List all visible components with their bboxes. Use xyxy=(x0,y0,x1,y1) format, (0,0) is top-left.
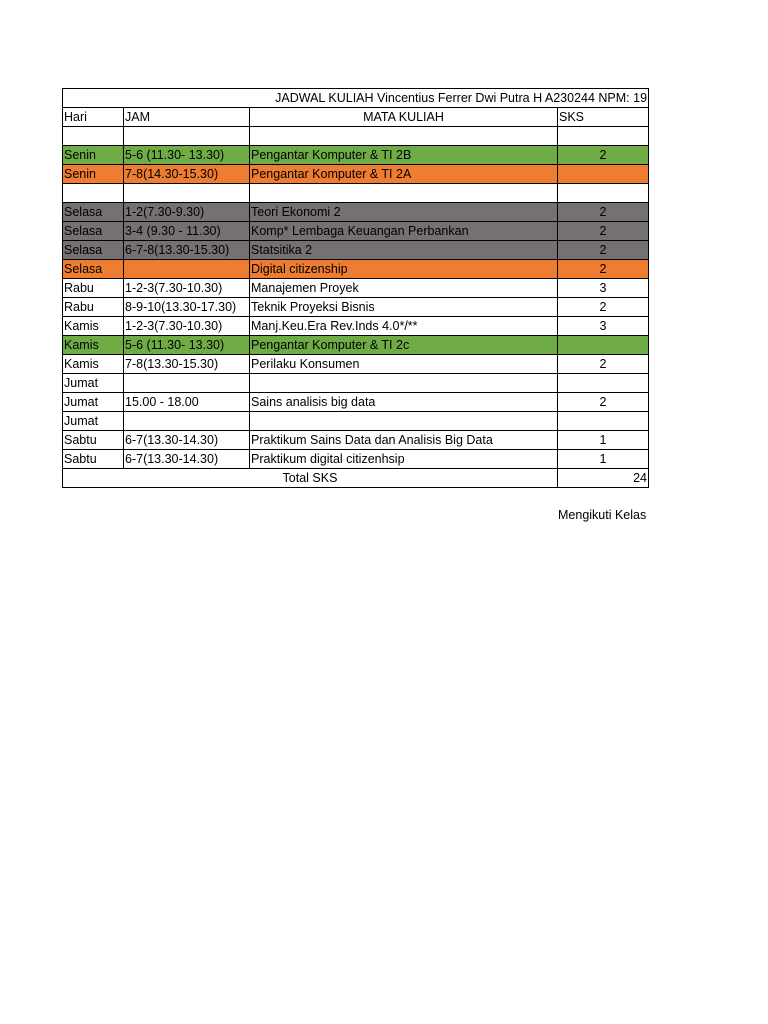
total-label: Total SKS xyxy=(63,469,558,488)
note-text: Mengikuti Kelas xyxy=(558,508,647,522)
cell-course xyxy=(250,374,558,393)
cell-sks xyxy=(558,412,649,431)
header-sks: SKS xyxy=(558,108,649,127)
table-row xyxy=(63,393,649,412)
table-row xyxy=(63,450,649,469)
cell-course: Manj.Keu.Era Rev.Inds 4.0*/** xyxy=(250,317,558,336)
cell-sks xyxy=(558,127,649,146)
cell-day: Jumat xyxy=(63,412,124,431)
cell-time: 15.00 - 18.00 xyxy=(124,393,250,412)
cell-day xyxy=(63,184,124,203)
cell-time: 5-6 (11.30- 13.30) xyxy=(124,336,250,355)
cell-day: Selasa xyxy=(63,222,124,241)
table-row xyxy=(63,431,649,450)
table-row xyxy=(63,355,649,374)
table-row xyxy=(63,146,649,165)
cell-time xyxy=(124,260,250,279)
cell-sks: 1 xyxy=(558,450,649,469)
table-row xyxy=(63,203,649,222)
cell-day: Senin xyxy=(63,165,124,184)
title-row xyxy=(63,89,649,108)
cell-time: 5-6 (11.30- 13.30) xyxy=(124,146,250,165)
cell-day: Sabtu xyxy=(63,431,124,450)
table-row xyxy=(63,298,649,317)
cell-course: Komp* Lembaga Keuangan Perbankan xyxy=(250,222,558,241)
cell-day: Kamis xyxy=(63,355,124,374)
cell-day: Jumat xyxy=(63,374,124,393)
cell-day: Rabu xyxy=(63,298,124,317)
table-row xyxy=(63,317,649,336)
cell-course: Teori Ekonomi 2 xyxy=(250,203,558,222)
table-row xyxy=(63,241,649,260)
cell-time: 1-2-3(7.30-10.30) xyxy=(124,279,250,298)
cell-day: Selasa xyxy=(63,203,124,222)
schedule-sheet xyxy=(62,88,648,488)
table-row xyxy=(63,336,649,355)
cell-course: Manajemen Proyek xyxy=(250,279,558,298)
schedule-table xyxy=(62,88,649,469)
header-row xyxy=(63,108,649,127)
cell-course: Perilaku Konsumen xyxy=(250,355,558,374)
cell-day: Kamis xyxy=(63,317,124,336)
cell-sks: 1 xyxy=(558,431,649,450)
cell-time: 7-8(14.30-15.30) xyxy=(124,165,250,184)
cell-time: 7-8(13.30-15.30) xyxy=(124,355,250,374)
cell-day xyxy=(63,127,124,146)
cell-course: Digital citizenship xyxy=(250,260,558,279)
cell-course: Sains analisis big data xyxy=(250,393,558,412)
cell-course: Pengantar Komputer & TI 2A xyxy=(250,165,558,184)
cell-course xyxy=(250,412,558,431)
cell-sks: 2 xyxy=(558,355,649,374)
cell-sks: 2 xyxy=(558,203,649,222)
table-row xyxy=(63,222,649,241)
cell-sks: 3 xyxy=(558,317,649,336)
table-row xyxy=(63,165,649,184)
cell-course xyxy=(250,184,558,203)
cell-time: 1-2-3(7.30-10.30) xyxy=(124,317,250,336)
total-value: 24 xyxy=(558,469,649,488)
cell-day: Rabu xyxy=(63,279,124,298)
cell-time xyxy=(124,412,250,431)
total-table xyxy=(62,468,649,488)
cell-course: Pengantar Komputer & TI 2B xyxy=(250,146,558,165)
cell-time: 6-7(13.30-14.30) xyxy=(124,450,250,469)
header-time: JAM xyxy=(124,108,250,127)
cell-course xyxy=(250,127,558,146)
cell-course: Pengantar Komputer & TI 2c xyxy=(250,336,558,355)
cell-time: 1-2(7.30-9.30) xyxy=(124,203,250,222)
cell-day: Selasa xyxy=(63,260,124,279)
cell-time: 8-9-10(13.30-17.30) xyxy=(124,298,250,317)
cell-sks: 2 xyxy=(558,146,649,165)
cell-sks xyxy=(558,165,649,184)
cell-time xyxy=(124,374,250,393)
total-row xyxy=(63,469,649,488)
table-row xyxy=(63,374,649,393)
cell-time: 6-7(13.30-14.30) xyxy=(124,431,250,450)
cell-day: Senin xyxy=(63,146,124,165)
cell-sks xyxy=(558,336,649,355)
cell-time xyxy=(124,184,250,203)
schedule-title: JADWAL KULIAH Vincentius Ferrer Dwi Putra H A230244 NPM: 19 xyxy=(63,89,649,108)
cell-course: Praktikum digital citizenhsip xyxy=(250,450,558,469)
cell-sks xyxy=(558,374,649,393)
cell-sks xyxy=(558,184,649,203)
cell-time xyxy=(124,127,250,146)
table-row xyxy=(63,412,649,431)
header-day: Hari xyxy=(63,108,124,127)
cell-time: 3-4 (9.30 - 11.30) xyxy=(124,222,250,241)
table-row xyxy=(63,260,649,279)
cell-day: Sabtu xyxy=(63,450,124,469)
table-row xyxy=(63,184,649,203)
cell-sks: 2 xyxy=(558,393,649,412)
cell-day: Selasa xyxy=(63,241,124,260)
cell-day: Kamis xyxy=(63,336,124,355)
cell-sks: 2 xyxy=(558,241,649,260)
cell-sks: 2 xyxy=(558,298,649,317)
cell-course: Teknik Proyeksi Bisnis xyxy=(250,298,558,317)
cell-course: Praktikum Sains Data dan Analisis Big Data xyxy=(250,431,558,450)
cell-sks: 3 xyxy=(558,279,649,298)
cell-time: 6-7-8(13.30-15.30) xyxy=(124,241,250,260)
cell-sks: 2 xyxy=(558,260,649,279)
cell-sks: 2 xyxy=(558,222,649,241)
header-course: MATA KULIAH xyxy=(250,108,558,127)
cell-day: Jumat xyxy=(63,393,124,412)
table-row xyxy=(63,127,649,146)
table-row xyxy=(63,279,649,298)
cell-course: Statsitika 2 xyxy=(250,241,558,260)
